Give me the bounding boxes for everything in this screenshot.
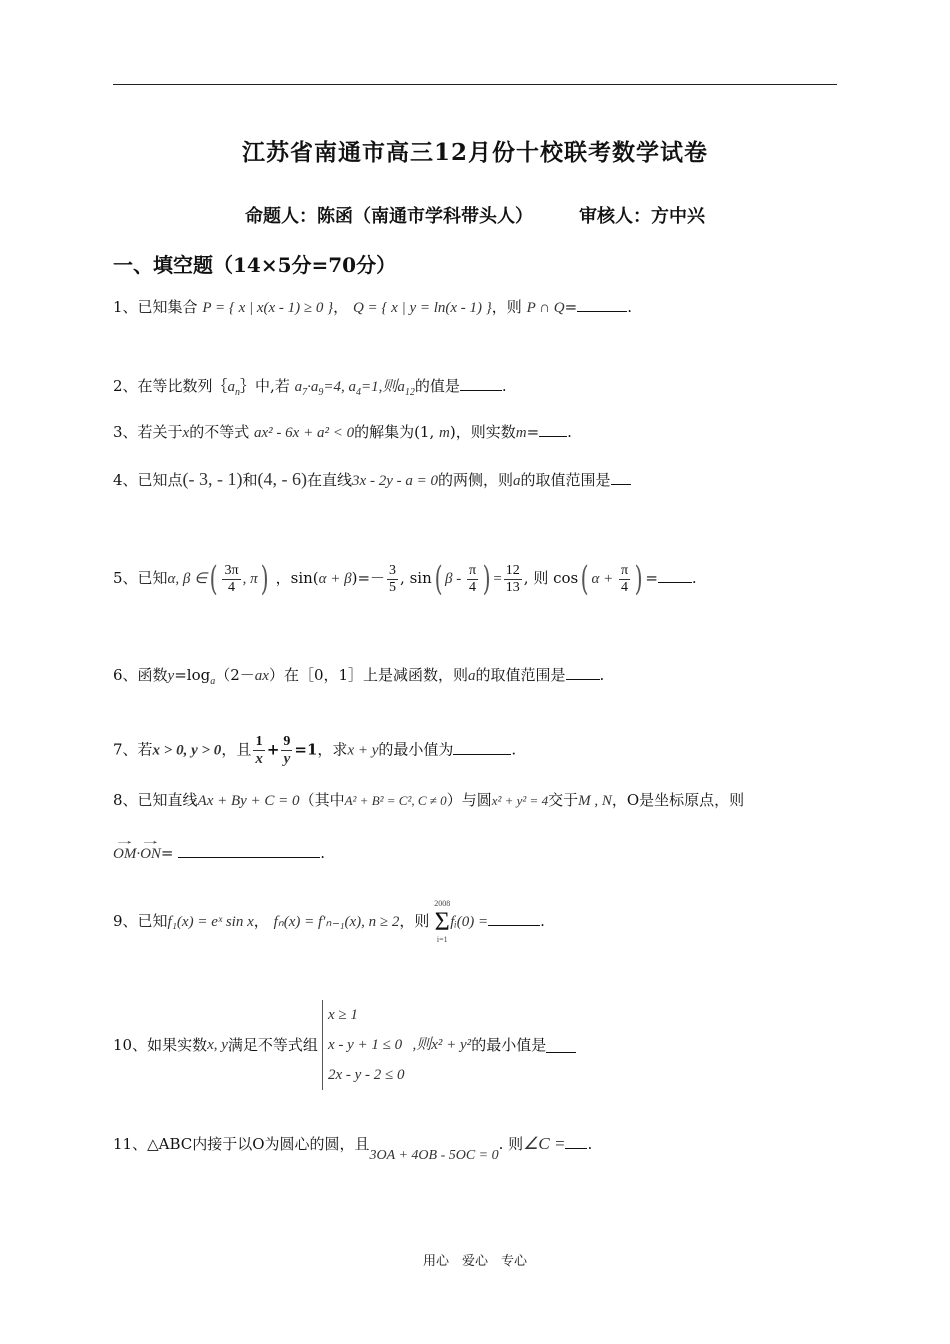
composer: 命题人：陈函（南通市学科带头人） (245, 206, 533, 227)
answer-blank (178, 843, 320, 858)
page-footer: 用心 爱心 专心 (422, 1254, 527, 1269)
question-5: 5、已知α, β ∈( $\frac{3\pi}{4}$ , π) ，sin(α + β)=－ $\frac{3}{5}$ , sin( β - $\frac{\pi}{4}$ ) = $\frac{12}{13}$ , 则 cos( α + $\frac{\pi}{4}$ ) = . (113, 559, 697, 599)
line-eq: 3x - 2y - a = 0 (352, 473, 438, 489)
page-title: 江苏省南通市高三12月份十校联考数学试卷 (241, 139, 708, 166)
answer-blank (453, 740, 511, 755)
set-p: P = { x | x(x - 1) ≥ 0 } (202, 300, 334, 316)
answer-blank (566, 665, 600, 680)
answer-blank (658, 568, 692, 583)
authors-line (0, 202, 950, 228)
question-7: 7、若x > 0, y > 0，且 $\frac{1}{x}$ + $\frac{9}{y}$ =1，求x + y的最小值为 . (113, 734, 517, 767)
reviewer: 审核人：方中兴 (579, 206, 705, 227)
question-3: 3、若关于x的不等式 ax² - 6x + a² < 0的解集为(1, m)，则实数m= . (113, 423, 572, 441)
inequality-system: x ≥ 1 x - y + 1 ≤ 0 2x - y - 2 ≤ 0 (322, 1000, 405, 1090)
section-heading: 一、填空题（14×5分=70分） (113, 253, 397, 277)
question-8-line-2: → OM·→ ON= . (113, 842, 325, 865)
answer-blank (546, 1038, 576, 1053)
answer-blank (539, 422, 567, 437)
question-1: 1、已知集合 P = { x | x(x - 1) ≥ 0 }， Q = { x | y = ln(x - 1) }，则 P ∩ Q= . (113, 298, 632, 316)
answer-blank (460, 376, 502, 391)
set-q: Q = { x | y = ln(x - 1) } (352, 300, 492, 316)
inequality: ax² - 6x + a² < 0 (254, 425, 355, 441)
answer-blank (577, 297, 627, 312)
answer-blank (611, 470, 631, 485)
question-6: 6、函数$y=\log_a(2-ax)$在［0，1］上是减函数，则a的取值范围是 . (113, 666, 605, 687)
question-10: 10、如果实数x, y满足不等式组 x ≥ 1 x - y + 1 ≤ 0 2x - y - 2 ≤ 0 ,则x² + y²的最小值是 (113, 1000, 576, 1090)
top-rule (113, 84, 837, 85)
point-1: (- 3, - 1) (182, 469, 243, 489)
question-2: 2、在等比数列$\{a_n\}$中,若 $a_7\cdot a_9=4$, $a_4=1$,则$a_{12}$的值是 . (113, 377, 507, 398)
question-9: 9、已知f₁(x) = eˣ sin x， fₙ(x) = f′ₙ₋₁(x), n ≥ 2，则 2008 Σ i=1 fᵢ(0) = . (113, 899, 545, 944)
question-4: 4、已知点(- 3, - 1)和(4, - 6)在直线3x - 2y - a = 0的两侧，则a的取值范围是 (113, 468, 631, 492)
answer-blank (565, 1134, 587, 1149)
intersection: P ∩ Q (526, 300, 565, 316)
answer-blank (488, 911, 540, 926)
point-2: (4, - 6) (257, 469, 308, 489)
question-11: 11、△ABC内接于以O为圆心的圆，且3OA + 4OB - 5OC = 0. 则∠C = . (113, 1134, 593, 1163)
question-8: 8、已知直线Ax + By + C = 0（其中A² + B² = C², C ≠ 0）与圆x² + y² = 4交于M , N，O是坐标原点，则 (113, 791, 745, 809)
summation: 2008 Σ i=1 (434, 899, 451, 944)
